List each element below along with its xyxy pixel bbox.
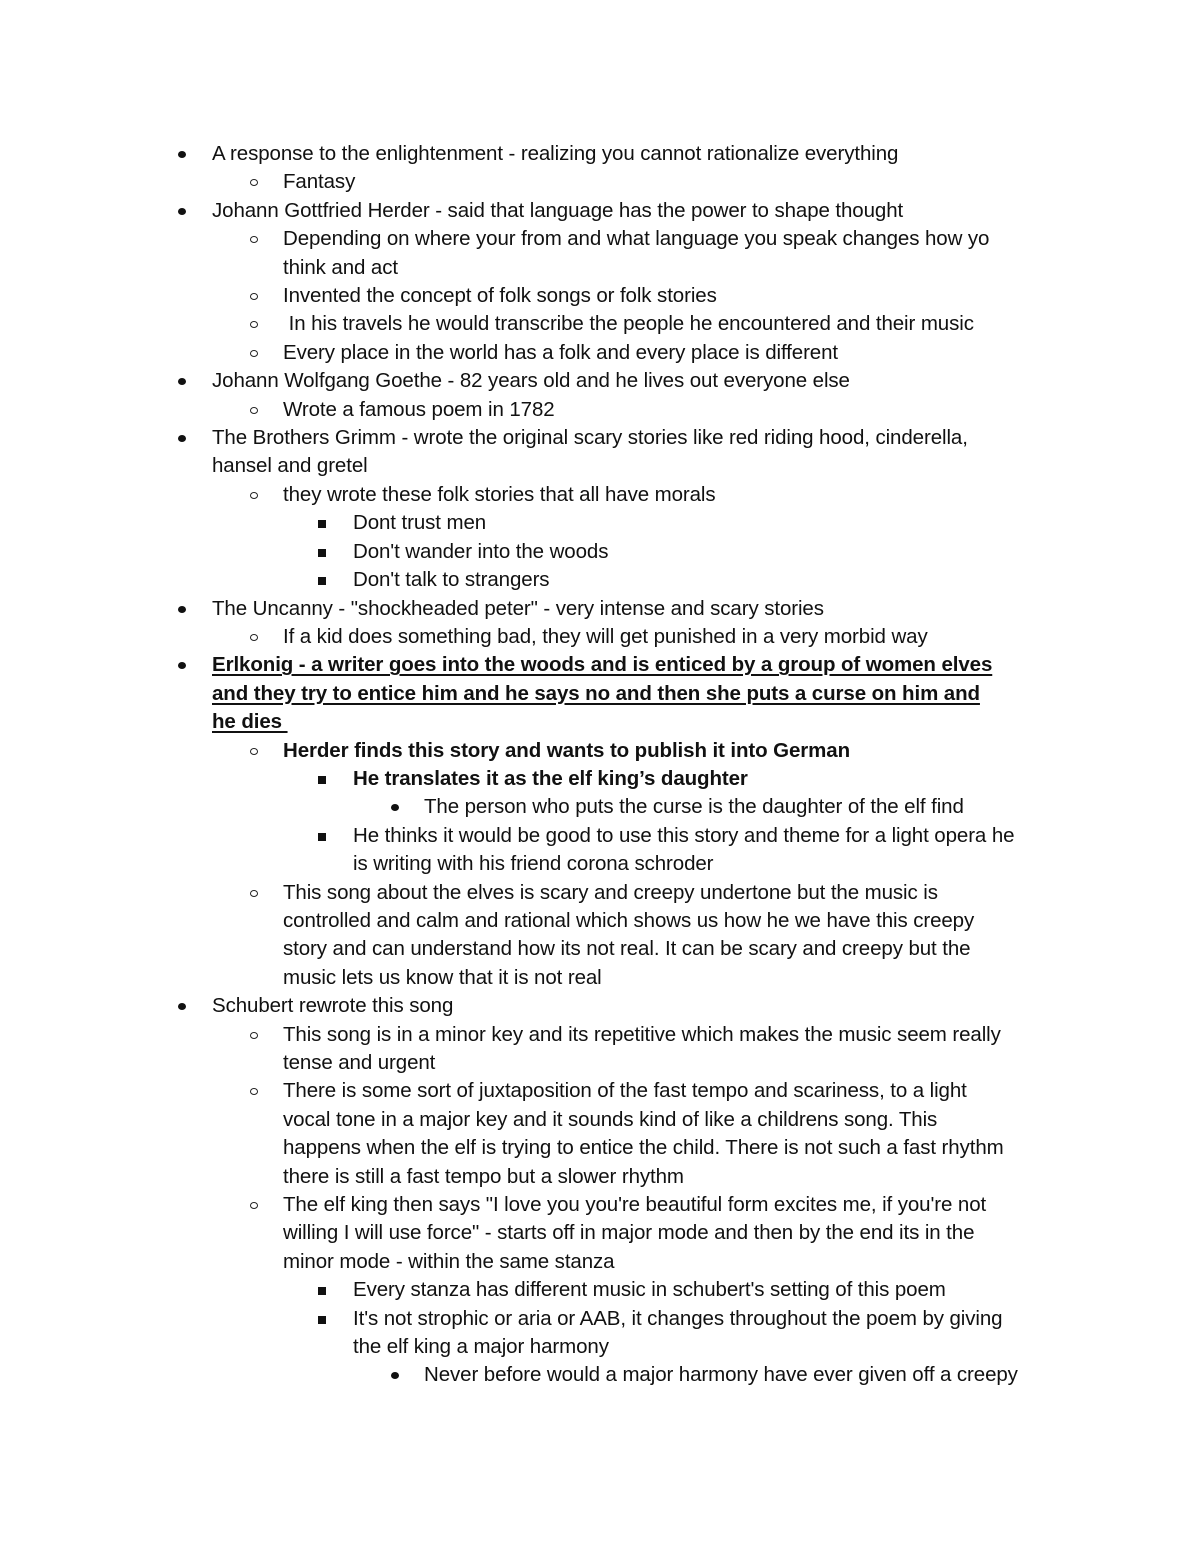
list-item-continuation: the elf king a major harmony [353,1335,609,1359]
disc-bullet-icon [178,662,186,669]
list-item: He translates it as the elf king’s daughter [0,765,1200,793]
list-item: The Uncanny - "shockheaded peter" - very intense and scary stories [0,595,1200,623]
list-item: Schubert rewrote this song [0,992,1200,1020]
list-item: Johann Wolfgang Goethe - 82 years old and he lives out everyone else [0,367,1200,395]
list-item: Depending on where your from and what language you speak changes how yo [0,225,1200,253]
notes-document [0,140,1200,1390]
list-item-continuation: hansel and gretel [212,454,368,478]
list-item: He thinks it would be good to use this story and theme for a light opera he [0,822,1200,850]
list-item-continuation: music lets us know that it is not real [283,965,602,989]
list-item: It's not strophic or aria or AAB, it changes throughout the poem by giving [0,1305,1200,1333]
square-bullet-icon [318,520,326,528]
square-bullet-icon [318,1316,326,1324]
list-item: In his travels he would transcribe the people he encountered and their music [0,310,1200,338]
list-item: Every stanza has different music in schubert's setting of this poem [0,1276,1200,1304]
list-item-continuation: minor mode - within the same stanza [283,1249,615,1273]
list-item: This song about the elves is scary and creepy undertone but the music is [0,879,1200,907]
disc-bullet-icon [391,1372,399,1379]
list-item-continuation: there is still a fast tempo but a slower rhythm [283,1164,684,1188]
list-item-continuation: tense and urgent [283,1051,436,1074]
list-item-continuation: and they try to entice him and he says no and then she puts a curse on him and [212,681,980,705]
list-item: The elf king then says "I love you you're beautiful form excites me, if you're not [0,1191,1200,1219]
circle-bullet-icon [250,890,258,897]
circle-bullet-icon [250,321,258,328]
list-item: Every place in the world has a folk and every place is different [0,339,1200,367]
disc-bullet-icon [391,804,399,811]
disc-bullet-icon [178,1003,186,1010]
list-item-continuation: vocal tone in a major key and it sounds kind of like a childrens song. This [283,1107,938,1131]
list-item: Herder finds this story and wants to publish it into German [0,737,1200,765]
disc-bullet-icon [178,208,186,215]
circle-bullet-icon [250,634,258,641]
list-item-continuation: willing I will use force" - starts off in major mode and then by the end its in the [283,1221,975,1245]
list-item: Don't talk to strangers [0,566,1200,594]
list-item-continuation: controlled and calm and rational which shows us how he we have this creepy [283,908,975,932]
list-item: Invented the concept of folk songs or folk stories [0,282,1200,310]
circle-bullet-icon [250,350,258,357]
list-item: A response to the enlightenment - realizing you cannot rationalize everything [0,140,1200,168]
circle-bullet-icon [250,492,258,499]
list-item: Wrote a famous poem in 1782 [0,396,1200,424]
square-bullet-icon [318,776,326,784]
circle-bullet-icon [250,1202,258,1209]
circle-bullet-icon [250,748,258,755]
list-item: Never before would a major harmony have ever given off a creepy [0,1361,1200,1389]
list-item-continuation: think and act [283,255,398,279]
disc-bullet-icon [178,435,186,442]
square-bullet-icon [318,833,326,841]
square-bullet-icon [318,549,326,557]
list-item: Erlkonig - a writer goes into the woods and is enticed by a group of women elves [0,651,1200,679]
list-item: This song is in a minor key and its repetitive which makes the music seem really [0,1021,1200,1049]
list-item-continuation: happens when the elf is trying to entice the child. There is not such a fast rhythm [283,1136,1004,1160]
list-item: The Brothers Grimm - wrote the original scary stories like red riding hood, cinderella, [0,424,1200,452]
list-item-continuation: story and can understand how its not real. It can be scary and creepy but the [283,937,971,961]
list-item: The person who puts the curse is the daughter of the elf find [0,793,1200,821]
circle-bullet-icon [250,179,258,186]
disc-bullet-icon [178,378,186,385]
disc-bullet-icon [178,606,186,613]
list-item-continuation: he dies [212,710,288,734]
disc-bullet-icon [178,151,186,158]
square-bullet-icon [318,577,326,585]
circle-bullet-icon [250,1032,258,1039]
list-item: Don't wander into the woods [0,538,1200,566]
list-item-continuation: is writing with his friend corona schroder [353,852,714,876]
square-bullet-icon [318,1287,326,1295]
list-item: There is some sort of juxtaposition of the fast tempo and scariness, to a light [0,1077,1200,1105]
circle-bullet-icon [250,407,258,414]
list-item: Fantasy [0,168,1200,196]
list-item: Johann Gottfried Herder - said that language has the power to shape thought [0,197,1200,225]
circle-bullet-icon [250,293,258,300]
circle-bullet-icon [250,236,258,243]
circle-bullet-icon [250,1088,258,1095]
list-item: they wrote these folk stories that all have morals [0,481,1200,509]
list-item: Dont trust men [0,509,1200,537]
list-item: If a kid does something bad, they will get punished in a very morbid way [0,623,1200,651]
